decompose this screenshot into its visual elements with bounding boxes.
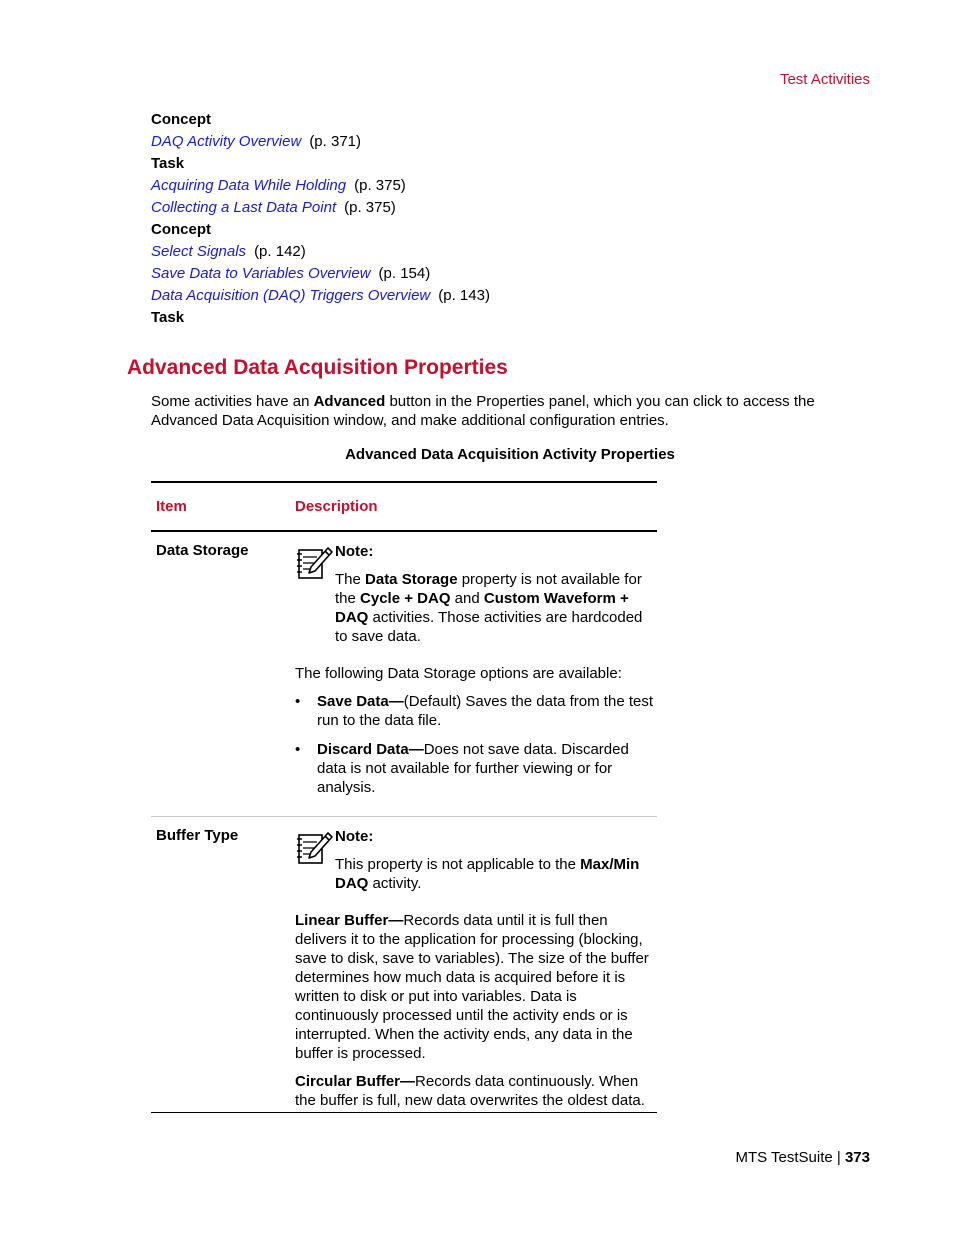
option-text: (Default) Saves the data from the test run to the data file.: [317, 693, 654, 729]
table-row: [151, 531, 657, 817]
related-link-row: [151, 264, 490, 286]
note-fragment: This property is not applicable to the: [335, 856, 581, 873]
linear-buffer-label: Linear Buffer—: [295, 912, 404, 929]
page-ref: (p. 142): [254, 243, 306, 260]
related-link-row: [151, 198, 490, 220]
related-heading-concept: Concept: [151, 221, 211, 238]
page-ref: (p. 143): [438, 287, 490, 304]
page-ref: (p. 375): [354, 177, 406, 194]
page-ref: (p. 154): [378, 265, 431, 282]
note-text: [335, 570, 650, 646]
footer-separator: |: [832, 1149, 845, 1166]
list-item: [295, 740, 657, 797]
related-heading-concept: Concept: [151, 111, 211, 128]
bullet: •: [295, 693, 301, 710]
link-select-signals[interactable]: Select Signals: [151, 243, 247, 260]
description-cell: [295, 817, 657, 1113]
note-fragment: activity.: [368, 875, 422, 892]
intro-text: button in the Properties panel, which you can click to access the Advanced Data Acquisition window, and make additional configuration entries.: [151, 393, 815, 429]
linear-buffer-description: [295, 911, 657, 1063]
page-ref: (p. 371): [309, 133, 362, 150]
note-term: Data Storage: [365, 571, 458, 588]
item-data-storage: Data Storage: [151, 531, 295, 817]
related-link-row: [151, 176, 490, 198]
note-text: [335, 855, 650, 893]
item-buffer-type: Buffer Type: [151, 817, 295, 1113]
link-daq-triggers-overview[interactable]: Data Acquisition (DAQ) Triggers Overview: [151, 287, 431, 304]
note-term: Custom Waveform + DAQ: [335, 590, 629, 626]
section-title: Advanced Data Acquisition Properties: [127, 356, 508, 379]
circular-buffer-label: Circular Buffer—: [295, 1073, 416, 1090]
list-item: [295, 692, 657, 730]
link-acquiring-data-while-holding[interactable]: Acquiring Data While Holding: [151, 177, 347, 194]
related-link-row: [151, 242, 490, 264]
running-header: Test Activities: [779, 71, 870, 88]
note-title: Note:: [335, 828, 374, 845]
option-label: Discard Data—: [317, 741, 424, 758]
note-body: [335, 542, 650, 646]
related-topics: [151, 110, 490, 330]
table-caption: Advanced Data Acquisition Activity Properties: [345, 446, 675, 463]
note-term: Cycle + DAQ: [360, 590, 451, 607]
table-row: [151, 817, 657, 1113]
footer-product: MTS TestSuite: [735, 1149, 833, 1166]
note-term: Max/Min DAQ: [335, 856, 640, 892]
linear-buffer-text: Records data until it is full then delivers it to the application for processing (blocking, save to disk, save to variables). The size of the buffer determines how much data is acquired before it is written to disk or put into variables. Data is continuously processed until the activity ends or is interrupted. When the activity ends, any data in the buffer is processed.: [295, 912, 649, 1062]
note-fragment: activities. Those activities are hardcoded to save data.: [335, 609, 643, 645]
description-cell: [295, 531, 657, 817]
related-heading-task: Task: [151, 309, 185, 326]
column-header-description: Description: [295, 482, 657, 531]
column-header-item: Item: [151, 482, 295, 531]
storage-options: [295, 692, 657, 797]
note-pencil-icon: [295, 545, 335, 583]
page-ref: (p. 375): [344, 199, 396, 216]
link-daq-activity-overview[interactable]: DAQ Activity Overview: [151, 133, 302, 150]
storage-lead: The following Data Storage options are available:: [295, 665, 622, 682]
intro-bold: Advanced: [313, 393, 386, 410]
bullet: •: [295, 741, 301, 758]
note-block: [295, 827, 657, 893]
page-footer: [735, 1149, 870, 1166]
circular-buffer-text: Records data continuously. When the buffer is full, new data overwrites the oldest data.: [295, 1073, 645, 1109]
intro-text: Some activities have an: [151, 393, 314, 410]
page-number: 373: [844, 1149, 870, 1166]
related-heading-task: Task: [151, 155, 185, 172]
note-pencil-icon: [295, 830, 335, 868]
related-link-row: [151, 286, 490, 308]
note-title: Note:: [335, 543, 374, 560]
option-text: Does not save data. Discarded data is not available for further viewing or for analysis.: [317, 741, 629, 796]
section-intro: [151, 392, 851, 430]
link-collecting-last-data-point[interactable]: Collecting a Last Data Point: [151, 199, 337, 216]
note-fragment: and: [450, 590, 484, 607]
note-body: [335, 827, 650, 893]
circular-buffer-description: [295, 1072, 657, 1110]
link-save-data-to-variables-overview[interactable]: Save Data to Variables Overview: [151, 265, 371, 282]
note-fragment: property is not available for the: [335, 571, 642, 607]
related-link-row: [151, 132, 490, 154]
note-fragment: The: [335, 571, 366, 588]
table-header-row: [151, 482, 657, 531]
properties-table: [151, 481, 657, 1113]
option-label: Save Data—: [317, 693, 404, 710]
note-block: [295, 542, 657, 646]
